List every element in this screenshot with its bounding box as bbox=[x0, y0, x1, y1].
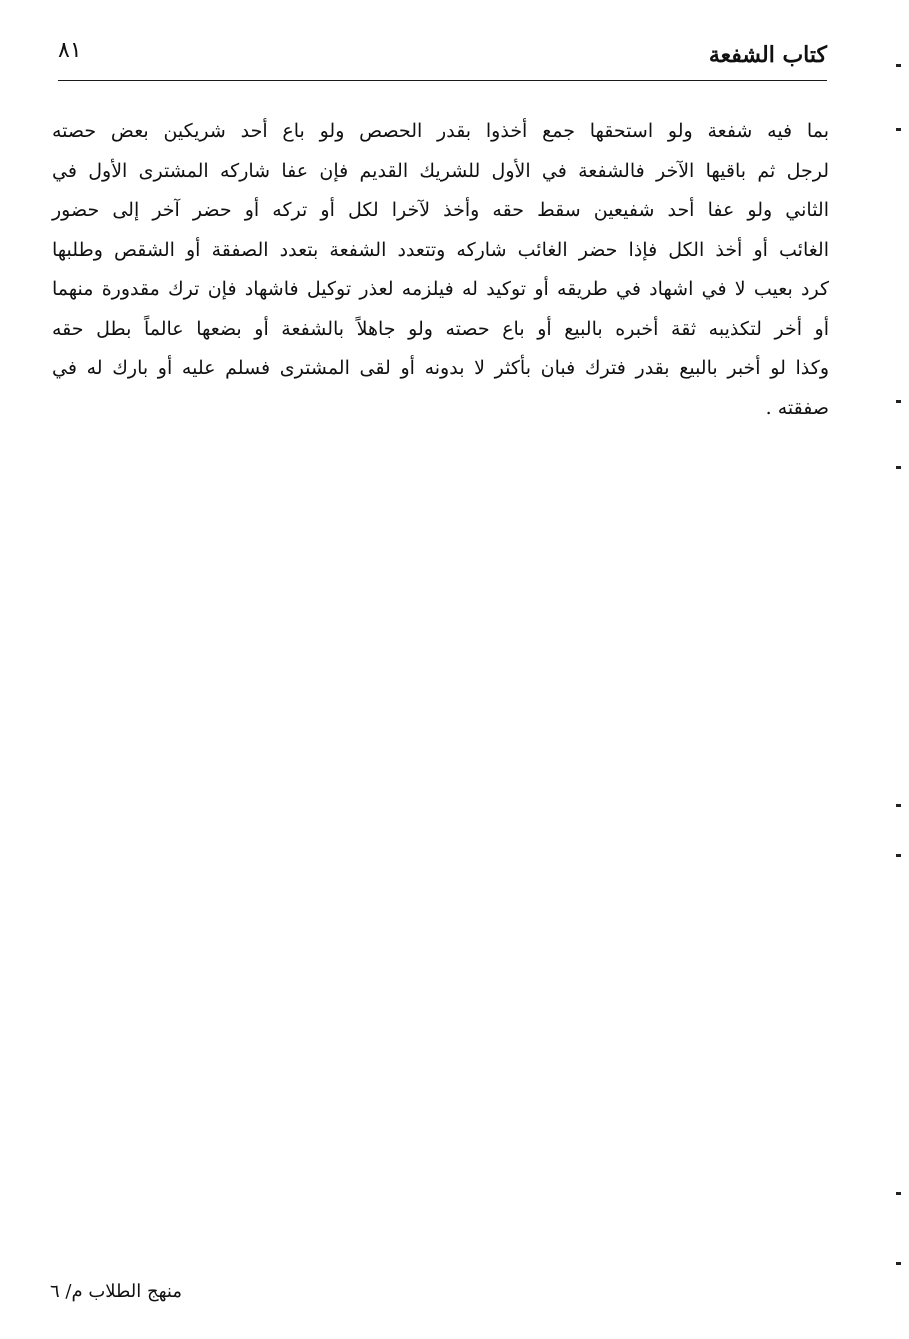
page-number: ٨١ bbox=[58, 38, 82, 63]
running-title: كتاب الشفعة bbox=[708, 42, 827, 68]
body-line: الثاني ولو عفا أحد شفيعين سقط حقه وأخذ لآخرا لكل أو تركه أو حضر آخر إلى حضور bbox=[52, 199, 829, 221]
body-line: الغائب أو أخذ الكل فإذا حضر الغائب شاركه وتتعدد الشفعة بتعدد الصفقة أو الشقص وطلبها bbox=[52, 238, 829, 261]
body-line: لرجل ثم باقيها الآخر فالشفعة في الأول للشريك القديم فإن عفا شاركه المشترى الأول في bbox=[52, 159, 829, 182]
body-line: كرد بعيب لا في اشهاد في طريقه أو توكيد له فيلزمه لعذر توكيل فاشهاد فإن ترك مقدورة منهما bbox=[52, 278, 829, 300]
scan-edge-mark bbox=[896, 1192, 901, 1195]
scan-edge-mark bbox=[896, 804, 901, 807]
scan-edge-mark bbox=[896, 854, 901, 857]
page-header bbox=[58, 36, 827, 81]
scan-edge-mark bbox=[896, 400, 901, 403]
body-line: وكذا لو أخبر بالبيع بقدر فترك فبان بأكثر لا بدونه أو لقى المشترى فسلم عليه أو بارك له في bbox=[52, 357, 829, 379]
body-line: صفقته . bbox=[765, 396, 829, 419]
scan-edge-mark bbox=[896, 1262, 901, 1265]
scan-edge-mark bbox=[896, 128, 901, 131]
body-text bbox=[52, 112, 829, 428]
body-line: بما فيه شفعة ولو استحقها جمع أخذوا بقدر الحصص ولو باع أحد شريكين بعض حصته bbox=[52, 120, 829, 142]
footer-signature: منهج الطلاب م/ ٦ bbox=[50, 1281, 182, 1302]
body-line: أو أخر لتكذيبه ثقة أخبره بالبيع أو باع حصته ولو جاهلاً بالشفعة أو بضعها عالماً بطل حقه bbox=[52, 317, 829, 340]
scan-edge-mark bbox=[896, 466, 901, 469]
scan-edge-mark bbox=[896, 64, 901, 67]
